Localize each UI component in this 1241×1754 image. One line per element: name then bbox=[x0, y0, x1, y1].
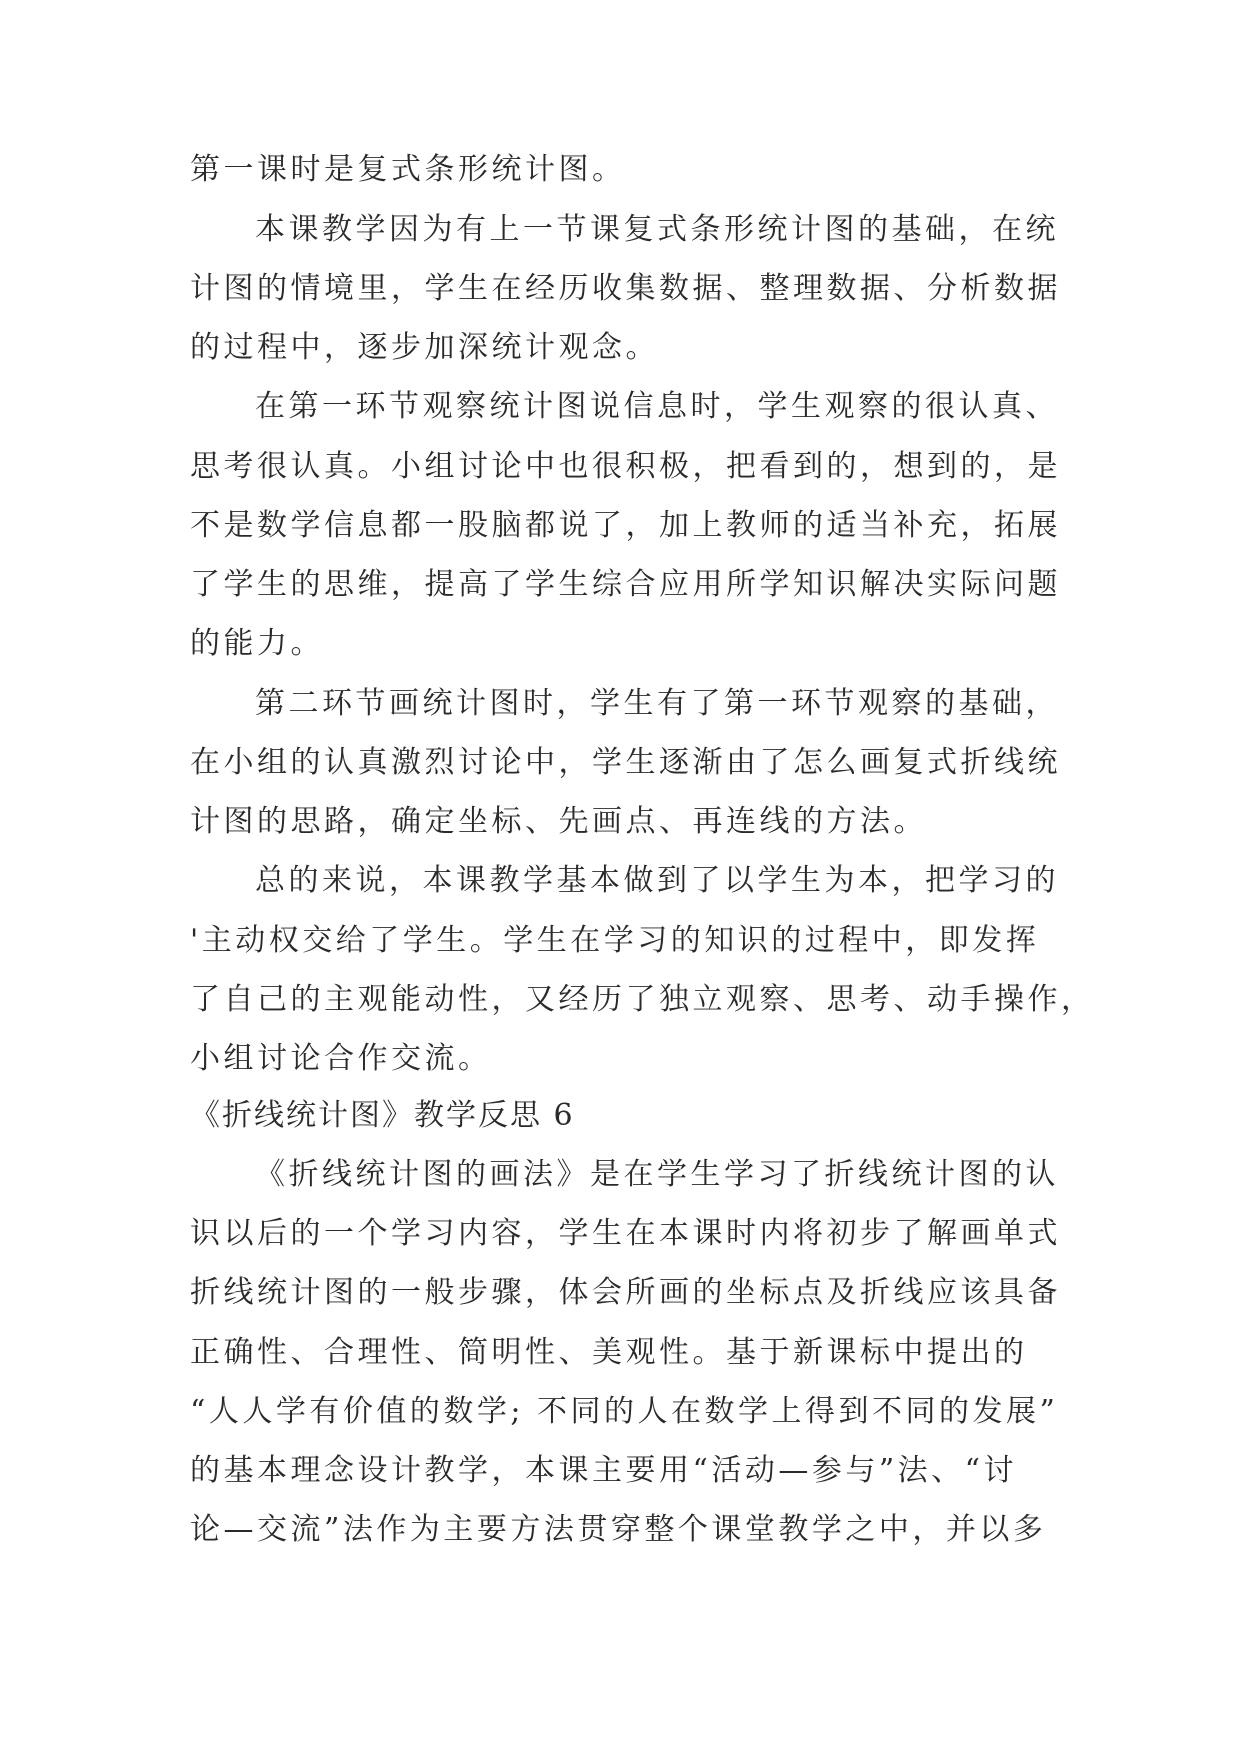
paragraph-line: 论—交流”法作为主要方法贯穿整个课堂教学之中，并以多 bbox=[190, 1512, 1047, 1547]
paragraph-line: 本课教学因为有上一节课复式条形统计图的基础，在统 bbox=[255, 212, 1059, 247]
paragraph-line: 总的来说，本课教学基本做到了以学生为本，把学习的 bbox=[255, 863, 1059, 898]
paragraph-line: 第二环节画统计图时，学生有了第一环节观察的基础， bbox=[255, 686, 1059, 721]
paragraph-line: 小组讨论合作交流。 bbox=[190, 1041, 492, 1076]
paragraph-line: 计图的情境里，学生在经历收集数据、整理数据、分析数据 bbox=[190, 271, 1061, 306]
paragraph-line: 在第一环节观察统计图说信息时，学生观察的很认真、 bbox=[255, 389, 1059, 424]
paragraph-line: 不是数学信息都一股脑都说了，加上教师的适当补充，拓展 bbox=[190, 508, 1061, 543]
paragraph-line: 的过程中，逐步加深统计观念。 bbox=[190, 330, 659, 365]
section-heading: 《折线统计图》教学反思 6 bbox=[190, 1098, 575, 1133]
paragraph-line: 正确性、合理性、简明性、美观性。基于新课标中提出的 bbox=[190, 1335, 1028, 1370]
paragraph-line: 计图的思路，确定坐标、先画点、再连线的方法。 bbox=[190, 804, 927, 839]
paragraph-line: 的能力。 bbox=[190, 626, 324, 661]
paragraph-line: 在小组的认真激烈讨论中，学生逐渐由了怎么画复式折线统 bbox=[190, 745, 1061, 780]
paragraph-line: 识以后的一个学习内容，学生在本课时内将初步了解画单式 bbox=[190, 1216, 1061, 1251]
paragraph-line: 了自己的主观能动性，又经历了独立观察、思考、动手操作， bbox=[190, 982, 1095, 1017]
paragraph-line: 第一课时是复式条形统计图。 bbox=[190, 152, 626, 187]
paragraph-line: “人人学有价值的数学; 不同的人在数学上得到不同的发展” bbox=[190, 1394, 1059, 1429]
paragraph-line: 的基本理念设计教学，本课主要用“活动—参与”法、“讨 bbox=[190, 1453, 1018, 1488]
paragraph-line: 《折线统计图的画法》是在学生学习了折线统计图的认 bbox=[255, 1157, 1059, 1192]
paragraph-line: '主动权交给了学生。学生在学习的知识的过程中，即发挥 bbox=[190, 923, 1040, 958]
paragraph-line: 思考很认真。小组讨论中也很积极，把看到的，想到的，是 bbox=[190, 449, 1061, 484]
paragraph-line: 了学生的思维，提高了学生综合应用所学知识解决实际问题 bbox=[190, 567, 1061, 602]
paragraph-line: 折线统计图的一般步骤，体会所画的坐标点及折线应该具备 bbox=[190, 1275, 1061, 1310]
